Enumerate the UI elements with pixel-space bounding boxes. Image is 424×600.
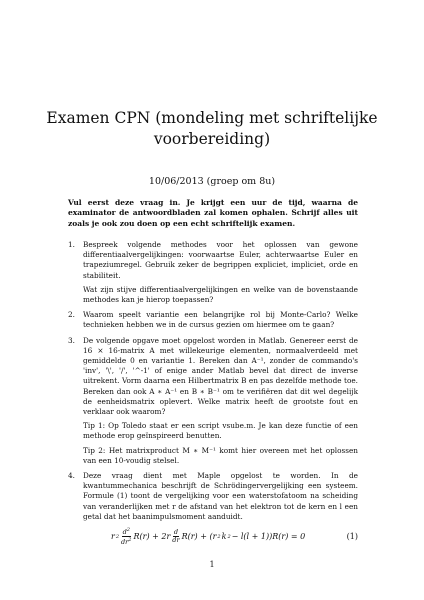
exam-intro: Vul eerst deze vraag in. Je krijgt een uur de tijd, waarna de examinator de antwoordbladen zal komen ophalen. Schrijf alles uit zoals je ook zou doen op een echt schriftelijk examen. xyxy=(68,198,358,228)
page-title: Examen CPN (mondeling met schriftelijke voorbereiding) xyxy=(46,109,378,148)
question-4 xyxy=(68,471,358,546)
exam-date: 10/06/2013 (groep om 8u) xyxy=(148,176,276,187)
question-text: Deze vraag dient met Maple opgelost te worden. In de kwantummechanica beschrijft de Schrödingervergelijking een systeem. Formule (1) toont de vergelijking voor een waterstofatoom na scheiding van veranderlijken met r de afstand van het elektron tot de kern en l een getal dat het baanimpulsmoment aanduidt. xyxy=(83,471,358,521)
schrodinger-equation xyxy=(83,527,358,546)
question-3 xyxy=(68,336,358,466)
question-text: De volgende opgave moet opgelost worden in Matlab. Genereer eerst de 16 × 16-matrix A met willekeurige elementen, normaalverdeeld met gemiddelde 0 en variantie 1. Bereken dan A⁻¹, zonder de commando's 'inv', '\', '/', '^-1' of enige ander Matlab bevel dat direct de inverse uitrekent. Vorm daarna een Hilbertmatrix B en pas dezelfde methode toe. Bereken dan ook A ∗ A⁻¹ en B ∗ B⁻¹ om te verifiëren dat dit wel degelijk de eenheidsmatrix oplevert. Welke matrix heeft de grootste fout en verklaar ook waarom? xyxy=(83,335,358,417)
question-1 xyxy=(68,240,358,305)
question-text: Bespreek volgende methodes voor het oplossen van gewone differentiaalvergelijkingen: voorwaartse Euler, achterwaartse Euler en trapeziumregel. Gebruik zeker de begrippen expliciet, impliciet, orde en stabiliteit. xyxy=(83,240,358,280)
equation-number: (1) xyxy=(346,531,358,541)
equation-body: r 2 $\frac{d^2}{dr^2}$ R(r) + 2r $\frac{d}{dr}$ R(r) + (r 2 k 2 − l(l + 1))R(r) = 0 xyxy=(111,527,306,547)
question-number: 3. xyxy=(68,335,75,345)
question-tip-1: Tip 1: Op Toledo staat er een script vsube.m. Je kan deze functie of een methode erop geïnspireerd benutten. xyxy=(83,421,358,441)
question-number: 1. xyxy=(68,240,75,249)
question-tip-2: Tip 2: Het matrixproduct M ∗ M⁻¹ komt hier overeen met het oplossen van een 10-voudig stelsel. xyxy=(83,445,358,465)
question-list xyxy=(68,240,358,551)
question-text: Waarom speelt variantie een belangrijke rol bij Monte-Carlo? Welke technieken hebben we in de cursus gezien om hiermee om te gaan? xyxy=(83,310,358,330)
question-subtext: Wat zijn stijve differentiaalvergelijkingen en welke van de bovenstaande methodes kan je hierop toepassen? xyxy=(83,284,358,305)
question-number: 4. xyxy=(68,471,75,481)
question-number: 2. xyxy=(68,310,75,320)
page-number: 1 xyxy=(209,560,215,569)
question-2 xyxy=(68,310,358,330)
